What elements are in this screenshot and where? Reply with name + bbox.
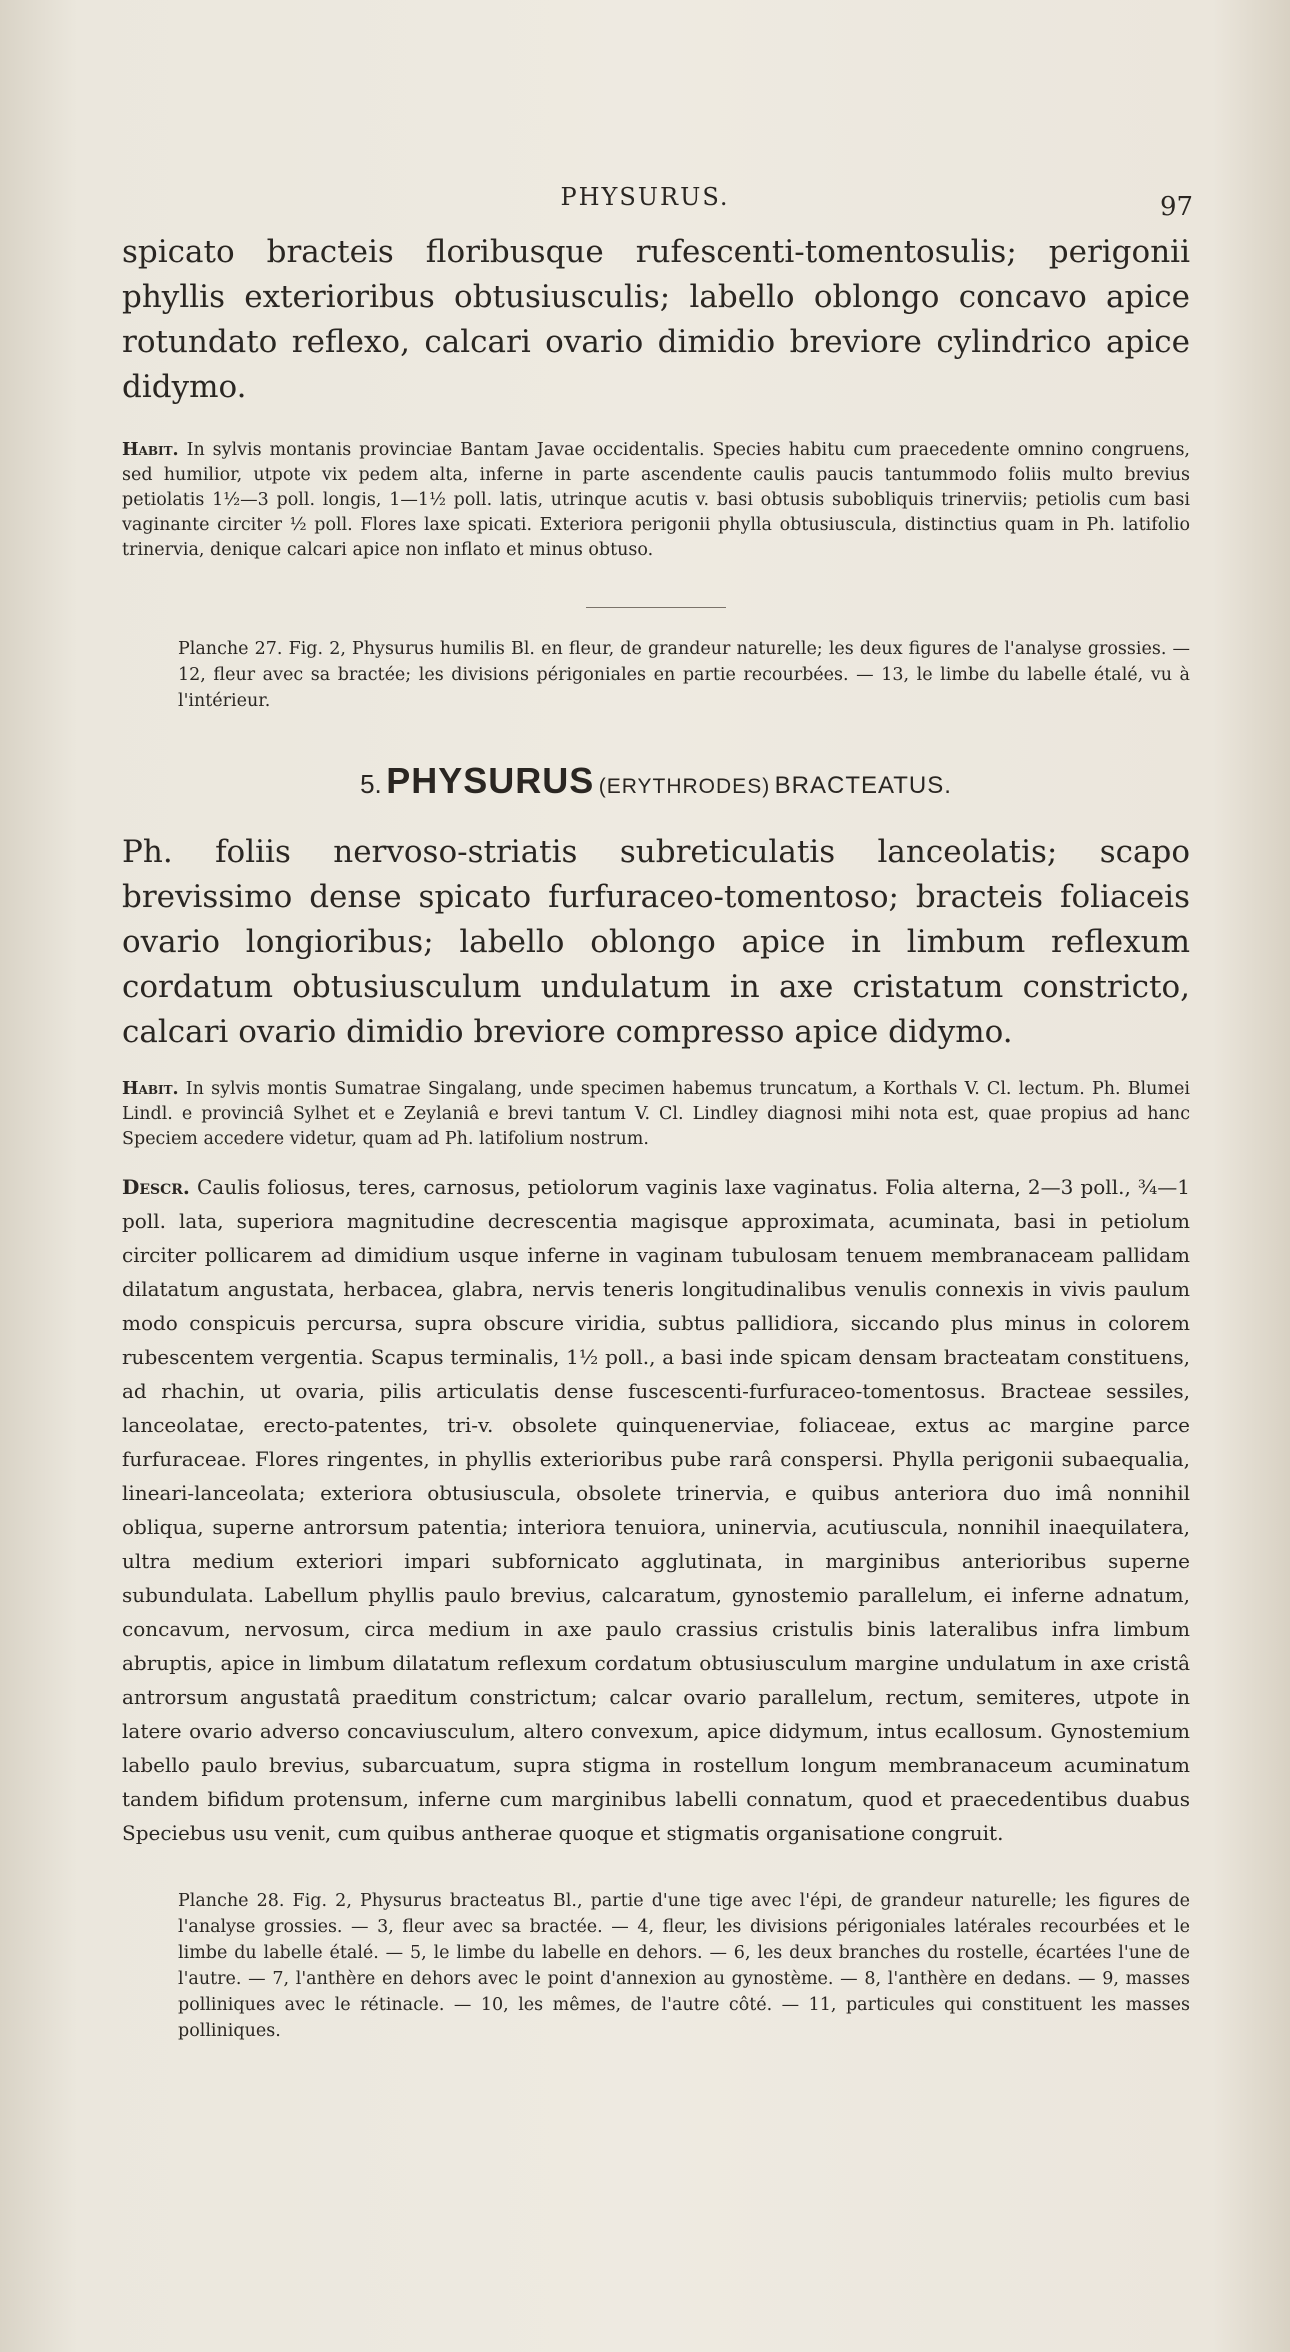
species-genus: PHYSURUS [386, 760, 595, 801]
page-content [122, 230, 1190, 2044]
continuation-diagnosis: spicato bracteis floribusque rufescenti-tomentosulis; perigonii phyllis exterioribus obtusiusculis; labello oblongo concavo apice rotundato reflexo, calcari ovario dimidio breviore cylindrico apice didymo. [122, 234, 1190, 405]
species-number: 5. [360, 769, 382, 799]
species-subgenus: (ERYTHRODES) [598, 775, 771, 798]
page-number: 97 [1160, 192, 1194, 222]
plate-28-caption: Planche 28. Fig. 2, Physurus bracteatus Bl., partie d'une tige avec l'épi, de grandeur naturelle; les figures de l'analyse grossies. — 3, fleur avec sa bractée. — 4, fleur, les divisions périgoniales latérales recourbées et le limbe du labelle étalé. — 5, le limbe du labelle en dehors. — 6, les deux branches du rostelle, écartées l'une de l'autre. — 7, l'anthère en dehors avec le point d'annexion au gynostème. — 8, l'anthère en dedans. — 9, masses polliniques avec le rétinacle. — 10, les mêmes, de l'autre côté. — 11, particules qui constituent les masses polliniques. [178, 1891, 1190, 2041]
species-epithet: BRACTEATUS. [774, 772, 952, 799]
species-heading [122, 760, 1190, 802]
description-paragraph [122, 1170, 1190, 1850]
running-head: PHYSURUS. [560, 183, 730, 211]
habitat-text: In sylvis montanis provinciae Bantam Javae occidentalis. Species habitu cum praecedente omnino congruens, sed humilior, utpote vix pedem alta, inferne in parte ascendente caulis paucis tantummodo foliis multo brevius petiolatis 1½—3 poll. longis, 1—1½ poll. latis, utrinque acutis v. basi obtusis subobliquis trinerviis; petiolis cum basi vaginante circiter ½ poll. Flores laxe spicati. Exteriora perigonii phylla obtusiuscula, distinctius quam in Ph. latifolio trinervia, denique calcari apice non inflato et minus obtuso. [122, 440, 1190, 560]
habitat-label: Habit. [122, 1079, 179, 1099]
habitat-text: In sylvis montis Sumatrae Singalang, unde specimen habemus truncatum, a Korthals V. Cl. lectum. Ph. Blumei Lindl. e provinciâ Sylhet et e Zeylaniâ e brevi tantum V. Cl. Lindley diagnosi mihi nota est, quae propius ad hanc Speciem accedere videtur, quam ad Ph. latifolium nostrum. [122, 1079, 1190, 1149]
plate-27-caption: Planche 27. Fig. 2, Physurus humilis Bl. en fleur, de grandeur naturelle; les deux figures de l'analyse grossies. — 12, fleur avec sa bractée; les divisions périgoniales en partie recourbées. — 13, le limbe du labelle étalé, vu à l'intérieur. [178, 639, 1190, 711]
habitat-paragraph-previous [122, 438, 1190, 563]
section-divider [586, 607, 726, 608]
species-diagnosis: Ph. foliis nervoso-striatis subreticulatis lanceolatis; scapo brevissimo dense spicato furfuraceo-tomentoso; bracteis foliaceis ovario longioribus; labello oblongo apice in limbum reflexum cordatum obtusiusculum undulatum in axe cristatum constricto, calcari ovario dimidio breviore compresso apice didymo. [122, 834, 1190, 1050]
description-text: Caulis foliosus, teres, carnosus, petiolorum vaginis laxe vaginatus. Folia alterna, 2—3 poll., ¾—1 poll. lata, superiora magnitudine decrescentia magisque approximata, acuminata, basi in petiolum circiter pollicarem ad dimidium usque inferne in vaginam tubulosam tenuem membranaceam pallidam dilatatum angustata, herbacea, glabra, nervis teneris longitudinalibus venulis connexis in vivis paulum modo conspicuis percursa, supra obscure viridia, subtus pallidiora, siccando plus minus in colorem rubescentem vergentia. Scapus terminalis, 1½ poll., a basi inde spicam densam bracteatam constituens, ad rhachin, ut ovaria, pilis articulatis dense fuscescenti-furfuraceo-tomentosus. Bracteae sessiles, lanceolatae, erecto-patentes, tri-v. obsolete quinquenerviae, foliaceae, extus ac margine parce furfuraceae. Flores ringentes, in phyllis exterioribus pube rarâ conspersi. Phylla perigonii subaequalia, lineari-lanceolata; exteriora obtusiuscula, obsolete trinervia, e quibus anteriora duo imâ nonnihil obliqua, superne antrorsum patentia; interiora tenuiora, uninervia, acutiuscula, nonnihil inaequilatera, ultra medium exteriori impari subfornicato agglutinata, in marginibus anterioribus superne subundulata. Labellum phyllis paulo brevius, calcaratum, gynostemio parallelum, ei inferne adnatum, concavum, nervosum, circa medium in axe paulo crassius cristulis binis lateralibus infra limbum abruptis, apice in limbum dilatatum reflexum cordatum obtusiusculum margine undulatum in axe cristâ antrorsum angustatâ praeditum constrictum; calcar ovario parallelum, rectum, semiteres, utpote in latere ovario adverso concaviusculum, altero convexum, apice didymum, intus ecallosum. Gynostemium labello paulo brevius, subarcuatum, supra stigma in rostellum longum membranaceum acuminatum tandem bifidum protensum, inferne cum marginibus labelli connatum, quod et praecedentibus duabus Speciebus usu venit, cum quibus antherae quoque et stigmatis organisatione congruit. [122, 1175, 1191, 1845]
description-label: Descr. [122, 1175, 190, 1199]
habitat-paragraph [122, 1077, 1190, 1152]
habitat-label: Habit. [122, 440, 179, 460]
